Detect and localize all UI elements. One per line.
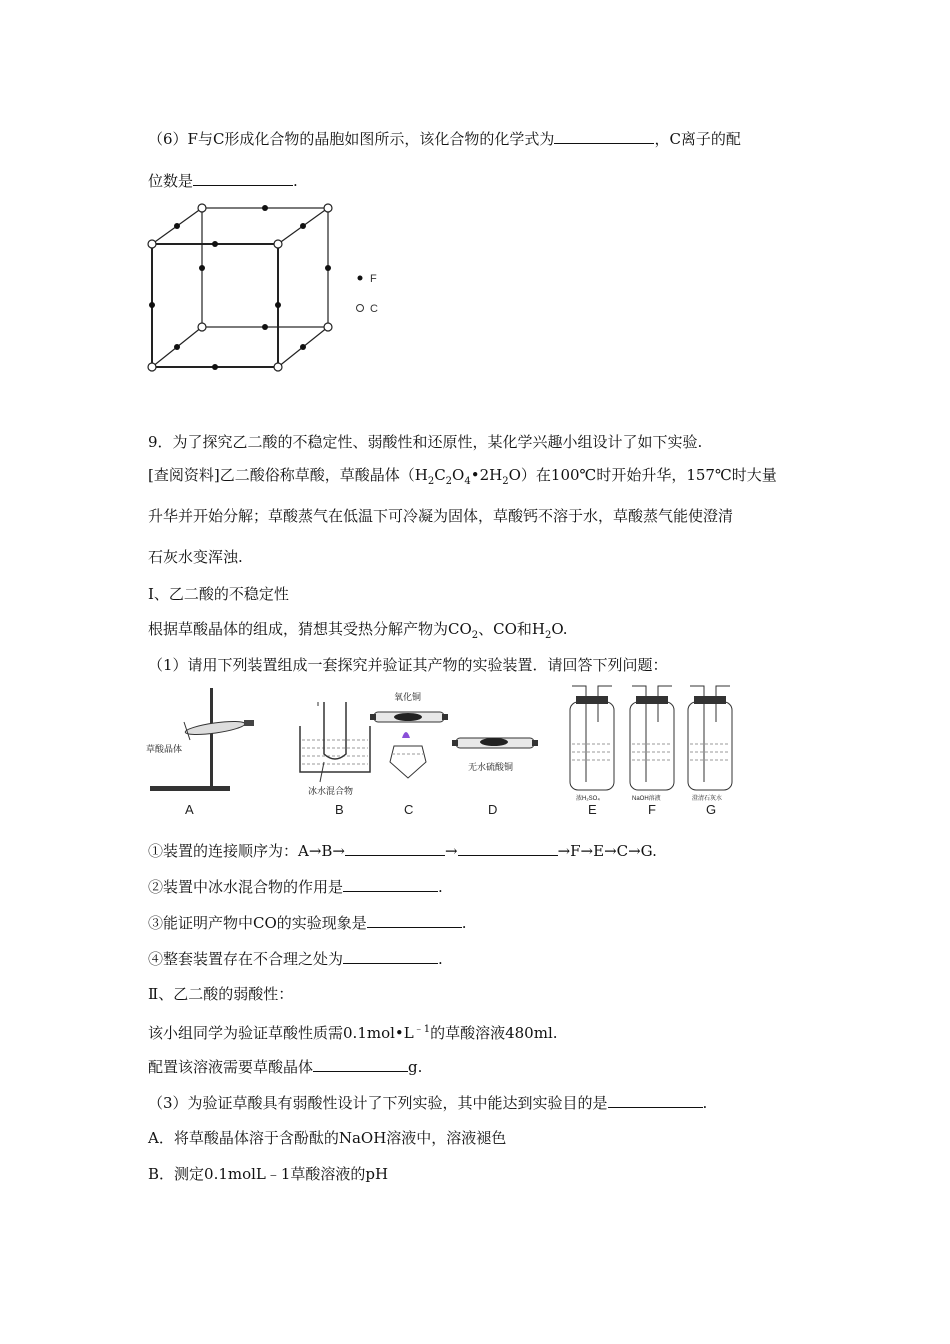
guess-line <box>148 619 568 646</box>
c-ion <box>198 323 206 331</box>
order-blank-1[interactable] <box>345 840 445 856</box>
c-ion <box>324 204 332 212</box>
formula-sub: 4 <box>464 476 471 487</box>
f-ion <box>212 241 218 247</box>
letter-b: B <box>335 802 344 817</box>
apparatus-g <box>688 686 732 817</box>
q-co-evidence <box>148 912 467 933</box>
letter-d: D <box>488 802 498 817</box>
c2-pre: ②装置中冰水混合物的作用是 <box>148 878 344 896</box>
label-c: 氧化铜 <box>394 692 422 702</box>
section-1-heading: I、乙二酸的不稳定性 <box>148 585 289 603</box>
letter-e: E <box>588 802 597 817</box>
q9-info-line1 <box>148 465 777 492</box>
co-evidence-blank[interactable] <box>367 912 462 928</box>
guess-pre: 根据草酸晶体的组成，猜想其受热分解产物为CO <box>148 620 472 638</box>
part1-prompt: （1）请用下列装置组成一套探究并验证其产物的实验装置．请回答下列问题： <box>148 656 668 674</box>
apparatus-e <box>570 686 614 817</box>
f-ions <box>149 205 331 370</box>
q-connection-order <box>148 840 657 861</box>
flaw-blank[interactable] <box>343 948 438 964</box>
crystal-mass-line <box>148 1056 422 1077</box>
q6-text2: 位数是 <box>148 172 194 190</box>
c-ion <box>274 363 282 371</box>
crystal-cell-figure <box>140 198 400 383</box>
c4-post: . <box>438 950 443 968</box>
f-ion <box>300 344 306 350</box>
q9-title: 9．为了探究乙二酸的不稳定性、弱酸性和还原性，某化学兴趣小组设计了如下实验. <box>148 433 703 451</box>
c-ion <box>198 204 206 212</box>
label-f: NaOH溶液 <box>632 796 661 802</box>
q6-formula-blank[interactable] <box>554 128 654 144</box>
formula-c: C <box>434 466 446 484</box>
formula-dot: •2H <box>470 466 503 484</box>
guess-sub: 2 <box>545 630 552 641</box>
legend-f-dot <box>358 276 363 281</box>
guess-sub: 2 <box>471 630 479 641</box>
c1-arrow: → <box>445 842 458 860</box>
f-ion <box>212 364 218 370</box>
ice-water-blank[interactable] <box>343 876 438 892</box>
formula-sub: 2 <box>445 476 453 487</box>
c4-pre: ④整套装置存在不合理之处为 <box>148 950 344 968</box>
s2b-post: g. <box>408 1058 423 1076</box>
f-ion <box>149 302 155 308</box>
q6-coordination-blank[interactable] <box>193 170 293 186</box>
part3-prompt <box>148 1092 707 1113</box>
c1-pre: ①装置的连接顺序为：A→B→ <box>148 842 345 860</box>
p3-pre: （3）为验证草酸具有弱酸性设计了下列实验，其中能达到实验目的是 <box>148 1094 608 1112</box>
letter-g: G <box>706 802 717 817</box>
section-2-heading: Ⅱ、乙二酸的弱酸性： <box>148 985 294 1003</box>
c-ion <box>148 363 156 371</box>
letter-a: A <box>185 802 194 817</box>
label-g: 澄清石灰水 <box>692 796 723 802</box>
c-ion <box>148 240 156 248</box>
formula-h: H <box>414 466 428 484</box>
s2a-sup: ﹣1 <box>413 1024 431 1035</box>
guess-mid: 、CO和H <box>478 620 546 638</box>
f-ion <box>275 302 281 308</box>
label-b: 冰水混合物 <box>308 786 354 796</box>
f-ion <box>262 324 268 330</box>
c-ion <box>324 323 332 331</box>
option-a[interactable]: A．将草酸晶体溶于含酚酞的NaOH溶液中，溶液褪色 <box>148 1129 507 1147</box>
formula-o2: O <box>508 466 521 484</box>
cube-back <box>152 208 328 367</box>
letter-c: C <box>404 802 414 817</box>
guess-post: O. <box>551 620 568 638</box>
p3-post: . <box>702 1094 708 1112</box>
c-ion <box>274 240 282 248</box>
legend-c-label: C <box>370 303 378 315</box>
formula-sub: 2 <box>427 476 435 487</box>
s2b-pre: 配置该溶液需要草酸晶体 <box>148 1058 314 1076</box>
apparatus-b <box>300 702 370 817</box>
q6-line1 <box>148 128 741 149</box>
c3-post: . <box>461 914 467 932</box>
label-d: 无水硫酸铜 <box>468 762 514 772</box>
c3-pre: ③能证明产物中CO的实验现象是 <box>148 914 367 932</box>
q-ice-water-role <box>148 876 443 897</box>
part3-blank[interactable] <box>608 1092 703 1108</box>
cube-front <box>152 244 278 367</box>
q6-text2-post: . <box>293 172 298 190</box>
info1-post: ）在100℃时开始升华，157℃时大量 <box>520 466 777 484</box>
q6-line2 <box>148 170 298 191</box>
label-a: 草酸晶体 <box>146 744 183 754</box>
f-ion <box>325 265 331 271</box>
apparatus-d <box>452 738 538 817</box>
f-ion <box>262 205 268 211</box>
apparatus-a <box>146 688 254 817</box>
letter-f: F <box>648 802 656 817</box>
c1-post: →F→E→C→G. <box>557 842 657 860</box>
q6-text-post: ，C离子的配 <box>654 130 741 148</box>
legend-c-circle <box>357 305 364 312</box>
q9-info-line2: 升华并开始分解；草酸蒸气在低温下可冷凝为固体，草酸钙不溶于水，草酸蒸气能使澄清 <box>148 507 734 525</box>
formula-o: O <box>452 466 465 484</box>
q-flaw <box>148 948 443 969</box>
apparatus-figure <box>140 682 740 822</box>
legend-f-label: F <box>370 273 377 285</box>
apparatus-f <box>630 686 674 817</box>
label-e: 浓H₂SO₄ <box>576 796 600 802</box>
apparatus-c <box>370 691 448 817</box>
q9-info-line3: 石灰水变浑浊. <box>148 548 243 566</box>
s2a-post: 的草酸溶液480ml. <box>430 1024 558 1042</box>
f-ion <box>174 344 180 350</box>
solution-line <box>148 1020 558 1043</box>
formula-sub: 2 <box>502 476 509 487</box>
c2-post: . <box>438 878 443 896</box>
q6-text: （6）F与C形成化合物的晶胞如图所示，该化合物的化学式为 <box>148 130 555 148</box>
mass-blank[interactable] <box>313 1056 408 1072</box>
s2a-pre: 该小组同学为验证草酸性质需0.1mol•L <box>148 1024 414 1042</box>
f-ion <box>174 223 180 229</box>
order-blank-2[interactable] <box>458 840 558 856</box>
option-b[interactable]: B．测定0.1molL﹣1草酸溶液的pH <box>148 1165 389 1183</box>
f-ion <box>300 223 306 229</box>
f-ion <box>199 265 205 271</box>
info1-pre: [查阅资料]乙二酸俗称草酸，草酸晶体（ <box>148 466 415 484</box>
